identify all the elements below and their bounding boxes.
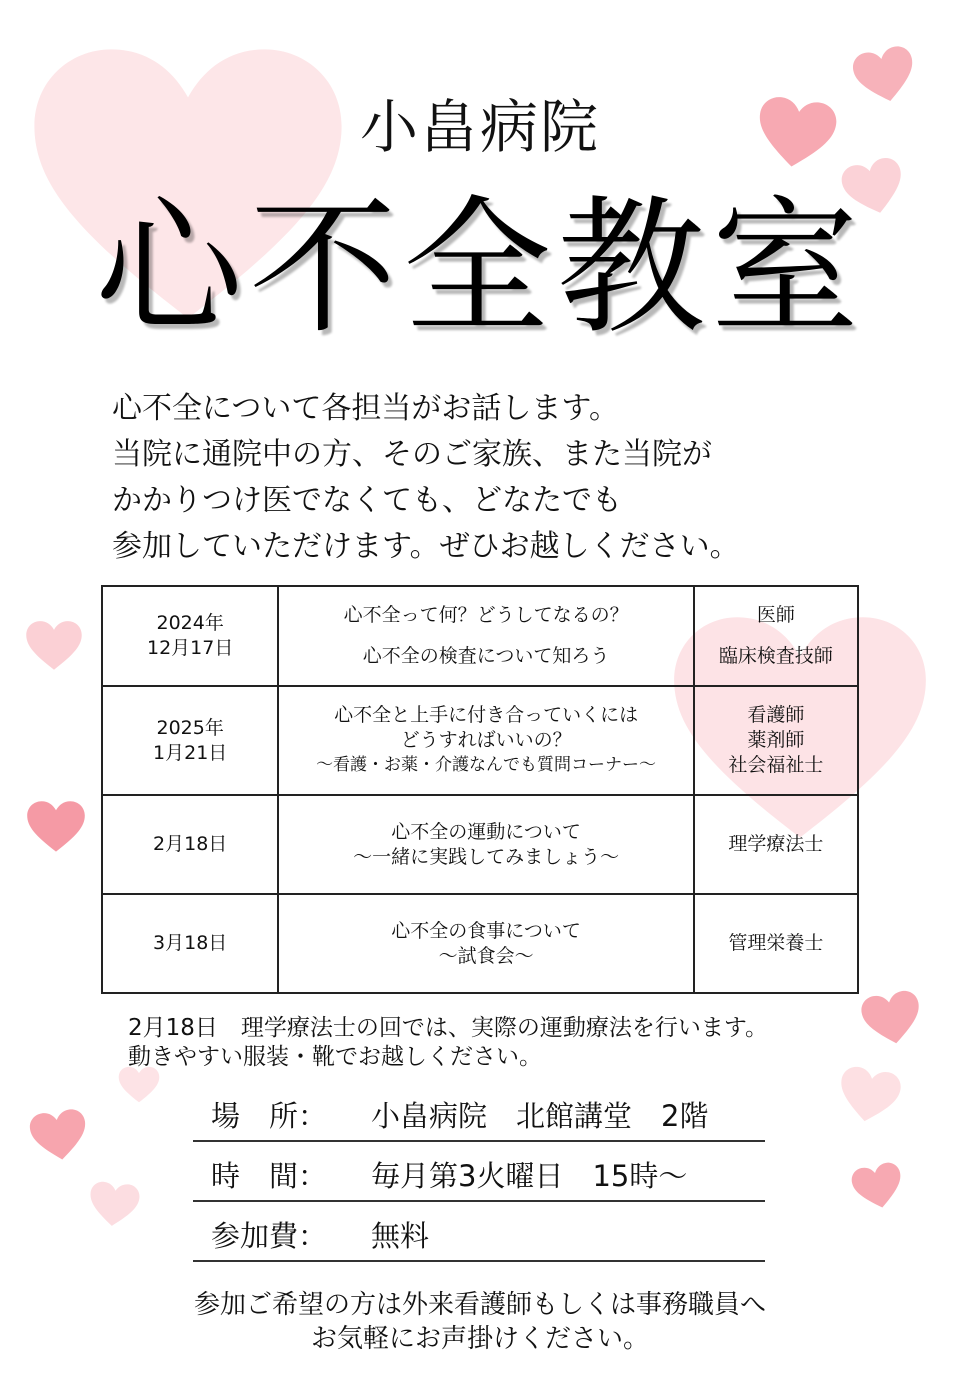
note-line: 動きやすい服装・靴でお越しください。 [128,1044,542,1070]
info-label: 場 所： [211,1099,328,1133]
page-title: 心不全教室 [95,182,865,354]
schedule-table [101,585,859,994]
intro-line: 心不全について各担当がお話します。 [112,391,619,426]
table-row [102,686,858,795]
intro-line: 当院に通院中の方、そのご家族、また当院が [112,437,712,472]
info-value: 無料 [371,1219,430,1253]
info-row-location [193,1092,765,1142]
heart-right-bottom-icon [848,1159,908,1215]
heart-left-lower-icon [24,800,88,854]
info-value: 毎月第3火曜日 15時～ [371,1159,688,1193]
schedule-date: 2025年 1月21日 [102,686,278,795]
info-label: 参加費： [211,1219,328,1253]
schedule-date: 2月18日 [102,795,278,894]
schedule-staff: 管理栄養士 [694,894,858,993]
heart-left-middle-icon [22,620,86,672]
heart-right-lower-icon [858,987,926,1051]
intro-text [112,386,912,570]
info-row-time [193,1152,765,1202]
heart-left-bottom-icon [27,1106,92,1166]
intro-line: かかりつけ医でなくても、どなたでも [112,483,622,518]
schedule-date: 2024年 12月17日 [102,586,278,686]
schedule-date: 3月18日 [102,894,278,993]
note-line: 2月18日 理学療法士の回では、実際の運動療法を行います。 [128,1015,769,1041]
heart-right-bottom-pale-icon [832,1063,907,1130]
schedule-topic: 心不全と上手に付き合っていくには どうすればいいの？ ～看護・お薬・介護なんでも質問コーナー～ [278,686,693,795]
info-value: 小畠病院 北館講堂 2階 [371,1099,709,1133]
intro-line: 参加していただけます。ぜひお越しください。 [112,529,740,564]
info-label: 時 間： [211,1159,328,1193]
hospital-name: 小畠病院 [359,93,600,161]
schedule-topic: 心不全って何？どうしてなるの？ 心不全の検査について知ろう [278,586,693,686]
schedule-topic: 心不全の食事について ～試食会～ [278,894,693,993]
closing-line: 参加ご希望の方は外来看護師もしくは事務職員へ [193,1290,766,1320]
schedule-staff: 医師 臨床検査技師 [694,586,858,686]
schedule-staff: 理学療法士 [694,795,858,894]
schedule-topic: 心不全の運動について ～一緒に実践してみましょう～ [278,795,693,894]
table-row [102,795,858,894]
closing-line: お気軽にお声掛けください。 [310,1324,649,1354]
table-row [102,586,858,686]
info-row-fee [193,1212,765,1262]
heart-left-bottom-pale-icon [84,1179,145,1231]
schedule-staff: 看護師 薬剤師 社会福祉士 [694,686,858,795]
closing-text [0,1288,960,1356]
table-row [102,894,858,993]
note-text [128,1014,868,1072]
